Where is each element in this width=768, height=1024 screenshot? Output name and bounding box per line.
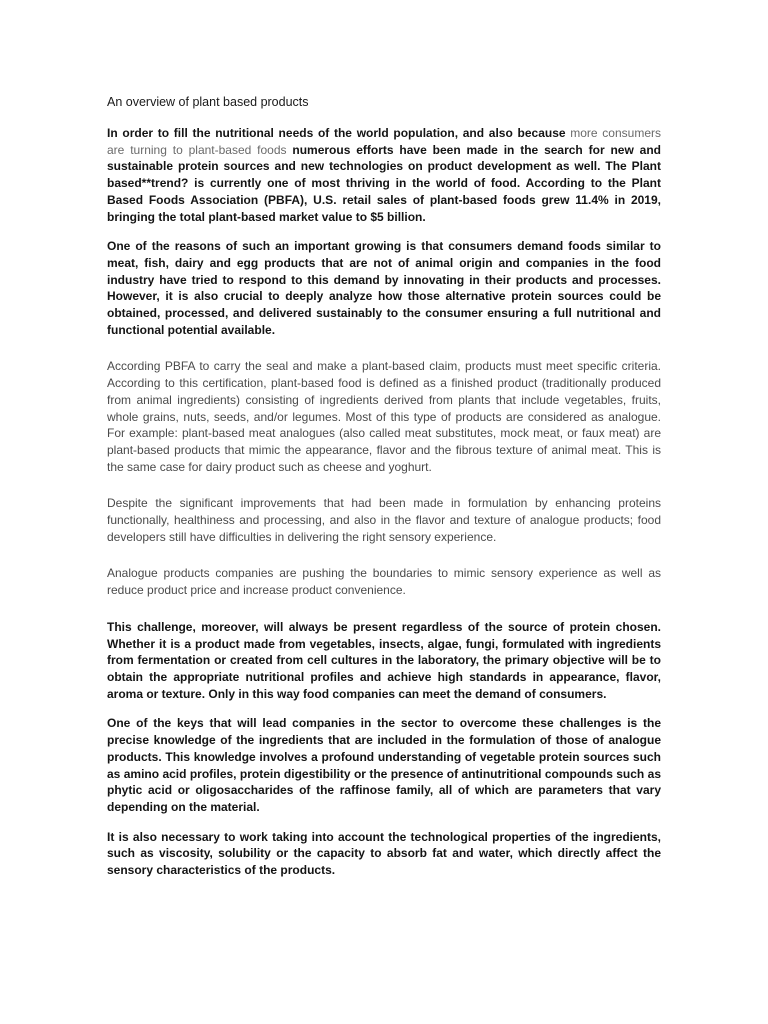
paragraph-intro-part-c: numerous efforts have been made in the search for new and sustainable protein sources and new technologies on product development as well. The Plant based**trend? is currently one of most thriving in the world of food. According to the Plant Based Foods Association (PBFA), U.S. retail sales of plant-based foods grew 11.4% in 2019, bringing the total plant-based market value to $5 billion. — [107, 142, 661, 224]
document-body — [107, 94, 661, 892]
paragraph-intro — [107, 125, 661, 225]
paragraph-pbfa-criteria: According PBFA to carry the seal and make a plant-based claim, products must meet specific criteria. According to this certification, plant-based food is defined as a finished product (traditionally produced from animal ingredients) consisting of ingredients derived from plants that include vegetables, fruits, whole grains, nuts, seeds, and/or legumes. Most of this type of products are considered as analogue. For example: plant-based meat analogues (also called meat substitutes, mock meat, or faux meat) are plant-based products that mimic the appearance, flavor and the fibrous texture of animal meat. This is the same case for dairy product such as cheese and yoghurt. — [107, 359, 661, 474]
paragraph-intro-highlight: more consumers are turning to plant-based foods — [107, 126, 661, 157]
paragraph-intro-part-a: In order to fill the nutritional needs of the world population, and also because — [107, 126, 571, 140]
paragraph-ingredients-knowledge: One of the keys that will lead companies in the sector to overcome these challenges is the precise knowledge of the ingredients that are included in the formulation of those of analogue products. This knowledge involves a profound understanding of vegetable protein sources such as amino acid profiles, protein digestibility or the presence of antinutritional compounds such as phytic acid or oligosaccharides of the raffinose family, all of which are parameters that vary depending on the material. — [107, 716, 661, 814]
paragraph-improvements: Despite the significant improvements that had been made in formulation by enhancing proteins functionally, healthiness and processing, and also in the flavor and texture of analogue products; food developers still have difficulties in delivering the right sensory experience. — [107, 496, 661, 544]
paragraph-reasons: One of the reasons of such an important growing is that consumers demand foods similar to meat, fish, dairy and egg products that are not of animal origin and companies in the food industry have tried to respond to this demand by innovating in their products and processes. However, it is also crucial to deeply analyze how those alternative protein sources could be obtained, processed, and delivered sustainably to the consumer ensuring a full nutritional and functional potential available. — [107, 239, 661, 337]
document-title: An overview of plant based products — [107, 95, 309, 109]
paragraph-challenge: This challenge, moreover, will always be present regardless of the source of protein chosen. Whether it is a product made from vegetables, insects, algae, fungi, formulated with ingredients from fermentation or created from cell cultures in the laboratory, the primary objective will be to obtain the appropriate nutritional profiles and achieve high standards in appearance, flavor, aroma or texture. Only in this way food companies can meet the demand of consumers. — [107, 619, 661, 701]
paragraph-technological-properties: It is also necessary to work taking into account the technological properties of the ingredients, such as viscosity, solubility or the capacity to absorb fat and water, which directly affect the sensory characteristics of the products. — [107, 829, 661, 878]
paragraph-analogue-companies: Analogue products companies are pushing the boundaries to mimic sensory experience as well as reduce product price and increase product convenience. — [107, 566, 661, 598]
